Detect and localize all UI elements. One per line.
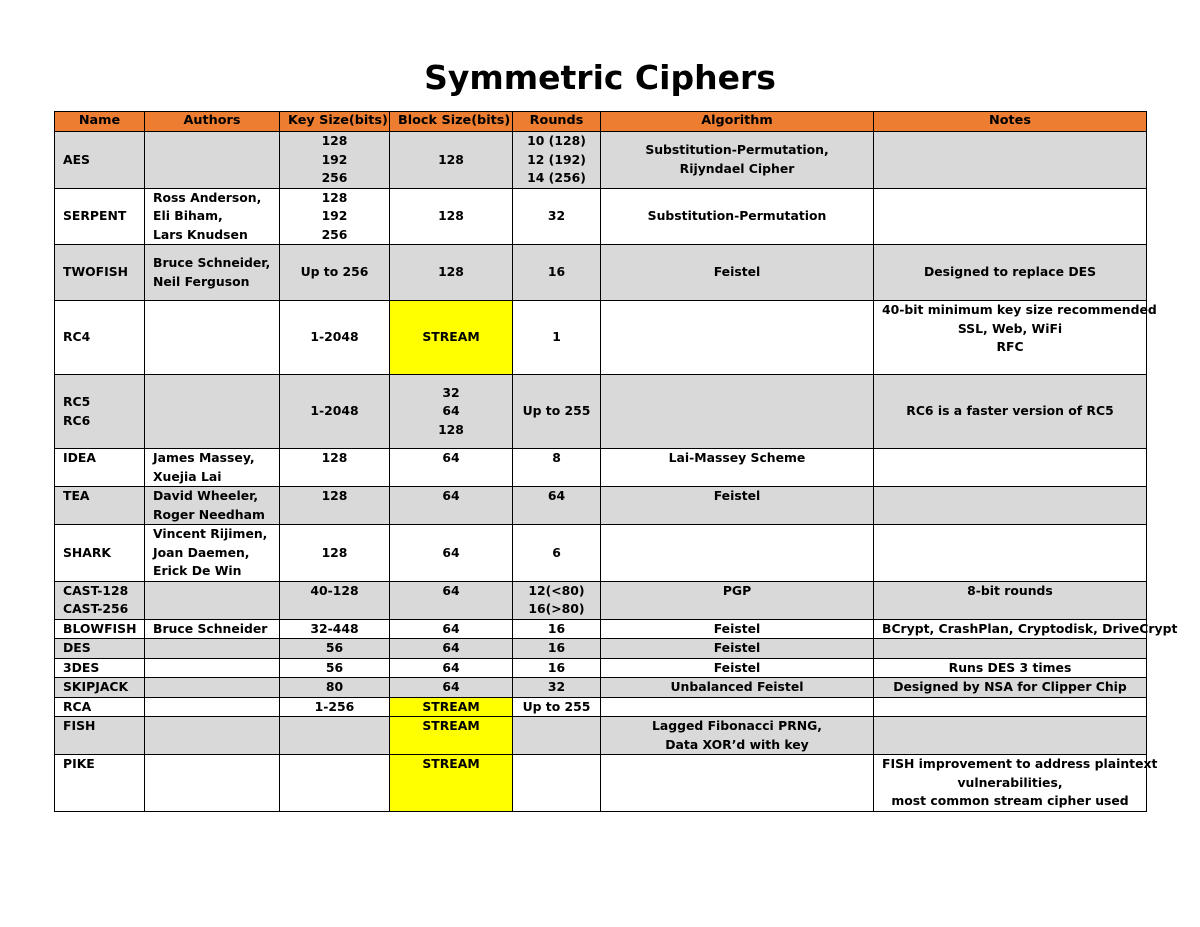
cell-block: [390, 581, 513, 619]
table-row: [55, 697, 1147, 717]
cell-line: Erick De Win: [153, 563, 242, 578]
cell-rounds: [513, 188, 601, 245]
cell-line: AES: [63, 151, 90, 167]
table-row: [55, 301, 1147, 375]
cell-notes: [874, 487, 1147, 525]
table-row: [55, 678, 1147, 698]
cell-key: [280, 245, 390, 301]
table-row: [55, 639, 1147, 659]
cell-line: Vincent Rijimen,: [153, 526, 268, 541]
cell-line: RC4: [63, 329, 91, 345]
cell-rounds: [513, 449, 601, 487]
cell-key: [280, 697, 390, 717]
cell-notes: [874, 375, 1147, 449]
cell-line: 192: [321, 151, 348, 167]
cell-block: [390, 525, 513, 582]
cell-name: [55, 188, 145, 245]
cell-line: James Massey,: [153, 450, 255, 465]
cell-name: [55, 619, 145, 639]
cell-line: Up to 256: [300, 264, 369, 280]
cell-line: Designed by NSA for Clipper Chip: [893, 679, 1127, 694]
cell-block: [390, 375, 513, 449]
cell-rounds: [513, 525, 601, 582]
cell-line: 32: [442, 384, 460, 400]
cell-line: CAST-128: [63, 582, 129, 598]
cell-notes: [874, 449, 1147, 487]
cell-name: [55, 639, 145, 659]
cell-line: FISH: [63, 718, 96, 733]
column-header-block-size: Block Size(bits): [390, 112, 513, 132]
cell-line: 1-256: [314, 698, 355, 714]
cell-line: vulnerabilities,: [957, 774, 1063, 790]
cell-line: 56: [325, 640, 344, 655]
cell-line: Bruce Schneider: [153, 620, 268, 636]
cell-authors: [145, 245, 280, 301]
cell-line: Lagged Fibonacci PRNG,: [652, 718, 822, 733]
cell-line: 64: [442, 640, 460, 655]
cell-line: Data XOR’d with key: [665, 736, 809, 752]
cell-notes: [874, 581, 1147, 619]
cell-line: 128: [321, 450, 348, 465]
cell-algorithm: [601, 755, 874, 812]
cell-notes: [874, 188, 1147, 245]
cell-block: [390, 188, 513, 245]
cell-rounds: [513, 755, 601, 812]
cell-line: 16(>80): [528, 601, 585, 616]
cell-line: 3DES: [63, 659, 100, 675]
cell-block: [390, 639, 513, 659]
cell-authors: [145, 301, 280, 375]
table-row: [55, 245, 1147, 301]
cell-line: SERPENT: [63, 208, 127, 223]
table-row: [55, 717, 1147, 755]
cell-line: STREAM: [422, 718, 480, 733]
table-row: [55, 525, 1147, 582]
table-row: [55, 755, 1147, 812]
cell-algorithm: [601, 658, 874, 678]
cell-line: RFC: [996, 339, 1024, 354]
cell-authors: [145, 525, 280, 582]
table-row: [55, 132, 1147, 189]
cell-line: 40-128: [310, 582, 359, 598]
column-header-authors: Authors: [145, 112, 280, 132]
cell-line: SHARK: [63, 544, 112, 560]
cell-name: [55, 245, 145, 301]
cell-line: 32-448: [310, 620, 359, 636]
cell-rounds: [513, 619, 601, 639]
cell-block: [390, 245, 513, 301]
cell-algorithm: [601, 132, 874, 189]
cell-block: [390, 658, 513, 678]
cell-line: 64: [442, 620, 460, 636]
cell-name: [55, 755, 145, 812]
cell-line: 128: [321, 189, 348, 205]
cell-name: [55, 678, 145, 698]
cell-line: 8-bit rounds: [967, 582, 1053, 598]
cell-key: [280, 301, 390, 375]
column-header-notes: Notes: [874, 112, 1147, 132]
cell-algorithm: [601, 697, 874, 717]
cell-line: 128: [321, 133, 348, 148]
cell-name: [55, 717, 145, 755]
cell-algorithm: [601, 487, 874, 525]
column-header-name: Name: [55, 112, 145, 132]
cell-algorithm: [601, 188, 874, 245]
cell-name: [55, 581, 145, 619]
cell-line: 1-2048: [310, 329, 359, 345]
cell-line: TWOFISH: [63, 264, 129, 280]
cell-algorithm: [601, 375, 874, 449]
table-row: [55, 619, 1147, 639]
cell-notes: [874, 678, 1147, 698]
cell-line: 64: [547, 488, 566, 503]
cell-authors: [145, 639, 280, 659]
cell-key: [280, 132, 390, 189]
cell-line: Lai-Massey Scheme: [668, 450, 806, 465]
cell-notes: [874, 658, 1147, 678]
cell-name: [55, 525, 145, 582]
cell-line: 56: [325, 659, 344, 675]
cell-line: Feistel: [713, 640, 761, 655]
cell-line: 128: [438, 151, 464, 167]
cell-block: [390, 697, 513, 717]
cell-notes: [874, 301, 1157, 375]
cell-line: 1: [552, 329, 561, 345]
cell-name: [55, 658, 145, 678]
table-row: [55, 375, 1147, 449]
cell-notes: [874, 619, 1178, 639]
cell-key: [280, 581, 390, 619]
cell-line: Unbalanced Feistel: [670, 679, 804, 694]
cell-rounds: [513, 639, 601, 659]
cell-key: [280, 188, 390, 245]
cell-notes: [874, 755, 1158, 812]
cell-line: Substitution-Permutation,: [645, 142, 829, 158]
cell-line: Bruce Schneider,: [153, 255, 271, 270]
cell-line: 64: [442, 450, 460, 465]
cell-rounds: [513, 581, 601, 619]
cell-key: [280, 525, 390, 582]
cell-rounds: [513, 658, 601, 678]
cell-rounds: [513, 697, 601, 717]
cell-line: 192: [321, 208, 348, 223]
cell-line: STREAM: [422, 756, 480, 771]
cell-line: PIKE: [63, 756, 95, 771]
cell-key: [280, 375, 390, 449]
cell-key: [280, 619, 390, 639]
cell-line: 128: [438, 264, 464, 280]
cell-line: 128: [438, 421, 464, 437]
cell-line: Joan Daemen,: [153, 544, 250, 560]
cell-line: Substitution-Permutation: [647, 208, 827, 223]
cell-line: 10 (128): [527, 133, 586, 148]
cell-line: 64: [442, 582, 460, 598]
cell-line: 12(<80): [528, 582, 585, 598]
cell-line: 64: [442, 659, 460, 675]
cell-authors: [145, 188, 280, 245]
cell-authors: [145, 487, 280, 525]
cell-line: Rijyndael Cipher: [679, 160, 795, 176]
cell-authors: [145, 697, 280, 717]
cell-rounds: [513, 132, 601, 189]
cell-line: BCrypt, CrashPlan, Cryptodisk, DriveCrypt: [882, 620, 1178, 636]
cell-name: [55, 487, 145, 525]
cell-line: 16: [547, 659, 566, 675]
cell-authors: [145, 449, 280, 487]
cell-name: [55, 449, 145, 487]
cell-line: 16: [547, 264, 566, 280]
cell-line: 1-2048: [310, 403, 359, 419]
cell-line: IDEA: [63, 450, 96, 465]
cell-line: 32: [547, 208, 566, 223]
header-row: [55, 112, 1147, 132]
cell-line: TEA: [63, 488, 90, 503]
cell-line: 256: [321, 226, 348, 242]
cell-key: [280, 717, 390, 755]
cell-line: David Wheeler,: [153, 488, 259, 503]
cell-line: 80: [325, 679, 344, 694]
cell-authors: [145, 658, 280, 678]
cell-rounds: [513, 717, 601, 755]
cell-algorithm: [601, 301, 874, 375]
cell-block: [390, 755, 513, 812]
cell-line: Feistel: [713, 659, 761, 675]
cell-line: most common stream cipher used: [891, 793, 1129, 808]
cell-line: 256: [321, 170, 348, 185]
cell-line: 16: [547, 640, 566, 655]
cell-line: SSL, Web, WiFi: [957, 320, 1063, 336]
cell-line: FISH improvement to address plaintext: [882, 756, 1158, 771]
cell-line: 40-bit minimum key size recommended: [882, 302, 1157, 317]
cell-line: Feistel: [713, 488, 761, 503]
cell-notes: [874, 717, 1147, 755]
cell-line: Designed to replace DES: [923, 264, 1097, 280]
cell-authors: [145, 717, 280, 755]
cell-notes: [874, 245, 1147, 301]
cell-authors: [145, 132, 280, 189]
cell-algorithm: [601, 581, 874, 619]
table-row: [55, 449, 1147, 487]
cipher-table: [54, 111, 1178, 812]
cell-authors: [145, 619, 280, 639]
cell-algorithm: [601, 678, 874, 698]
cell-key: [280, 487, 390, 525]
cell-block: [390, 487, 513, 525]
cell-notes: [874, 697, 1147, 717]
cell-line: 8: [552, 450, 561, 465]
cell-rounds: [513, 301, 601, 375]
cell-key: [280, 755, 390, 812]
cell-name: [55, 375, 145, 449]
column-header-rounds: Rounds: [513, 112, 601, 132]
cell-rounds: [513, 487, 601, 525]
cell-line: 128: [438, 208, 464, 223]
cell-authors: [145, 678, 280, 698]
cell-authors: [145, 375, 280, 449]
cell-line: STREAM: [422, 329, 480, 345]
table-row: [55, 487, 1147, 525]
cell-line: CAST-256: [63, 601, 129, 616]
cell-line: DES: [63, 640, 91, 655]
cell-line: 16: [547, 620, 566, 636]
cell-key: [280, 639, 390, 659]
cell-line: Feistel: [713, 620, 761, 636]
cell-line: Eli Biham,: [153, 208, 223, 223]
cell-line: RC6 is a faster version of RC5: [906, 403, 1114, 419]
cell-name: [55, 301, 145, 375]
cell-block: [390, 619, 513, 639]
cell-line: Xuejia Lai: [153, 468, 222, 484]
cell-authors: [145, 581, 280, 619]
cell-algorithm: [601, 619, 874, 639]
cell-notes: [874, 639, 1147, 659]
cell-line: 128: [321, 488, 348, 503]
cell-block: [390, 132, 513, 189]
cell-algorithm: [601, 245, 874, 301]
cell-line: SKIPJACK: [63, 679, 129, 694]
cell-block: [390, 717, 513, 755]
cell-notes: [874, 525, 1147, 582]
cell-notes: [874, 132, 1147, 189]
cell-line: Runs DES 3 times: [948, 659, 1072, 675]
table-body: [55, 132, 1178, 812]
cell-line: 32: [547, 679, 566, 694]
cell-authors: [145, 755, 280, 812]
cell-line: PGP: [722, 582, 752, 598]
cell-line: RC6: [63, 412, 91, 428]
cell-name: [55, 132, 145, 189]
cell-line: RCA: [63, 698, 92, 714]
cell-algorithm: [601, 717, 874, 755]
cell-line: 64: [442, 544, 460, 560]
cell-rounds: [513, 245, 601, 301]
cell-line: RC5: [63, 394, 91, 409]
table-row: [55, 188, 1147, 245]
cell-line: Lars Knudsen: [153, 226, 248, 242]
cell-block: [390, 449, 513, 487]
page-title: Symmetric Ciphers: [424, 58, 776, 97]
cell-line: Up to 255: [522, 403, 591, 419]
table-row: [55, 658, 1147, 678]
cell-rounds: [513, 678, 601, 698]
cell-line: Ross Anderson,: [153, 189, 262, 205]
cell-line: Feistel: [713, 264, 761, 280]
cell-algorithm: [601, 525, 874, 582]
table-row: [55, 581, 1147, 619]
cell-key: [280, 678, 390, 698]
column-header-key-size: Key Size(bits): [280, 112, 390, 132]
cell-algorithm: [601, 639, 874, 659]
cell-line: 14 (256): [527, 170, 586, 185]
cell-line: 64: [442, 403, 460, 419]
cell-line: Neil Ferguson: [153, 273, 250, 289]
cell-line: 6: [552, 544, 561, 560]
cell-line: STREAM: [422, 698, 480, 714]
cell-key: [280, 449, 390, 487]
cell-rounds: [513, 375, 601, 449]
cell-line: 64: [442, 488, 460, 503]
cell-line: Roger Needham: [153, 506, 265, 522]
cell-block: [390, 301, 513, 375]
cell-line: BLOWFISH: [63, 620, 137, 636]
cell-line: Up to 255: [522, 698, 591, 714]
cell-algorithm: [601, 449, 874, 487]
cell-name: [55, 697, 145, 717]
cell-line: 128: [321, 544, 348, 560]
cell-key: [280, 658, 390, 678]
cell-line: 64: [442, 679, 460, 694]
column-header-algorithm: Algorithm: [601, 112, 874, 132]
cell-line: 12 (192): [527, 151, 586, 167]
cell-block: [390, 678, 513, 698]
